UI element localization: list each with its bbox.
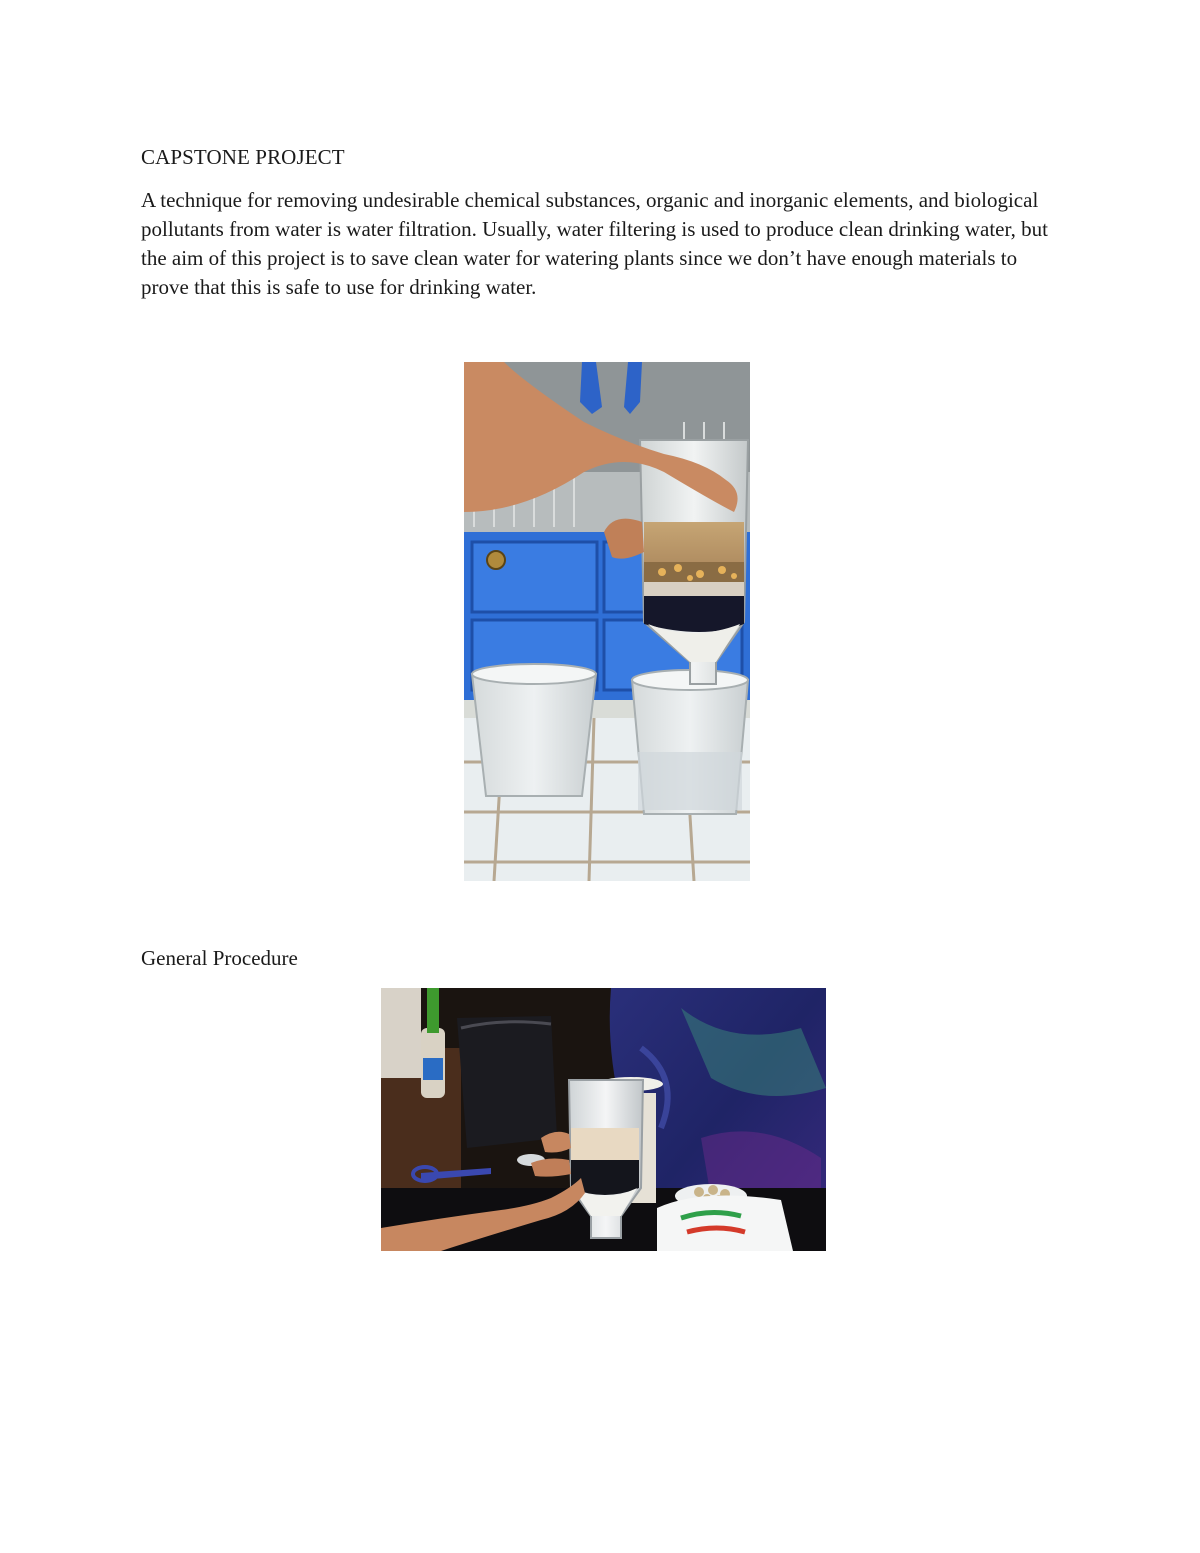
intro-paragraph: A technique for removing undesirable chemical substances, organic and inorganic elements, and biological pollutants from water is water filtration. Usually, water filtering is used to produce clean drinking water, but the aim of this project is to save clean water for watering plants since we don’t have enough materials to prove that this is safe to use for drinking water. — [141, 188, 1048, 299]
general-procedure-photo — [381, 988, 826, 1251]
filtration-setup-photo — [464, 362, 750, 881]
section-heading-general-procedure: General Procedure — [141, 946, 298, 970]
page-title: CAPSTONE PROJECT — [141, 145, 345, 169]
